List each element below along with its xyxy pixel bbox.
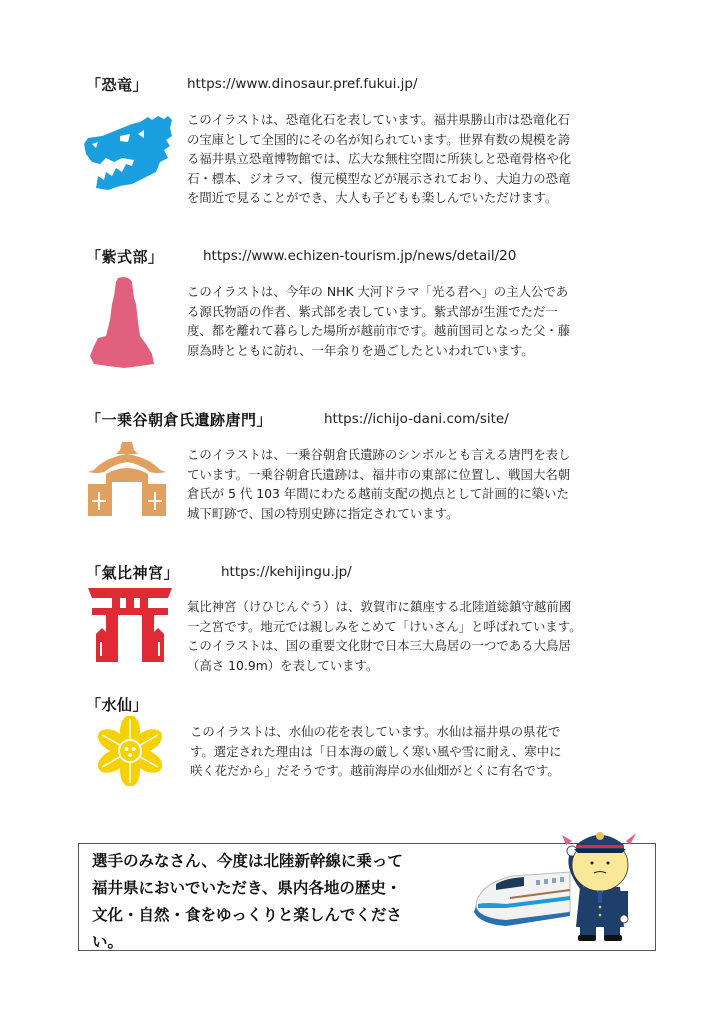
description-line: 倉氏が 5 代 103 年間にわたる越前支配の拠点として計画的に築いた [187,486,569,501]
section-heading-dinosaur: 「恐竜」 [86,76,149,94]
description-line: す。選定された理由は「日本海の厳しく寒い風や雪に耐え、寒中に [190,743,562,759]
section-heading-karamon: 「一乗谷朝倉氏遺跡唐門」 [86,411,273,429]
description-line: 度、都を離れて暮らした場所が越前市です。越前国司となった父・藤 [187,323,571,338]
section-heading-murasaki: 「紫式部」 [86,248,164,266]
description-line: このイラストは、国の重要文化財で日本三大鳥居の一つである大鳥居 [187,638,571,653]
description-line: 石・標本、ジオラマ、復元模型などが展示されており、大迫力の恐竜 [187,170,571,186]
dinosaur-skull-icon [82,114,174,192]
section-link-karamon[interactable]: https://ichijo-dani.com/site/ [324,411,509,427]
section-description-murasaki [187,282,570,360]
description-line: 原為時とともに訪れ、一年余りを過ごしたといわれています。 [187,342,534,358]
description-line: このイラストは、今年の NHK 大河ドラマ「光る君へ」の主人公であ [187,284,569,299]
section-link-kehi-jingu[interactable]: https://kehijingu.jp/ [221,564,352,580]
shinkansen-train-icon [466,860,572,934]
description-line: の宝庫として全国的にその名が知られています。世界有数の規模を誇 [187,131,571,147]
message-line: 選手のみなさん、今度は北陸新幹線に乗って [92,852,403,870]
section-description-karamon [187,445,570,523]
description-line: を間近で見ることができ、大人も子どもも楽しんでいただけます。 [187,190,558,205]
description-line: る源氏物語の作者、紫式部を表しています。紫式部が生涯でただ一 [187,303,558,319]
message-line: 文化・自然・食をゆっくりと楽しんでくださ [92,906,402,924]
description-line: 城下町跡で、国の特別史跡に指定されています。 [187,505,459,521]
description-line: ています。一乗谷朝倉氏遺跡は、福井市の東部に位置し、戦国大名朝 [187,466,571,482]
description-line: 咲く花だから」だそうです。越前海岸の水仙畑がとくに有名です。 [190,763,560,778]
description-line: このイラストは、恐竜化石を表しています。福井県勝山市は恐竜化石 [187,112,570,127]
section-description-kehi-jingu [187,597,582,675]
section-heading-kehi-jingu: 「氣比神宮」 [86,564,180,582]
karamon-gate-icon [84,440,170,516]
description-line: このイラストは、一乗谷朝倉氏遺跡のシンボルとも言える唐門を表し [187,447,571,462]
description-line: 氣比神宮（けひじんぐう）は、敦賀市に鎮座する北陸道総鎮守越前國 [187,599,572,614]
section-link-murasaki[interactable]: https://www.echizen-tourism.jp/news/detail/20 [203,248,517,264]
section-link-dinosaur[interactable]: https://www.dinosaur.pref.fukui.jp/ [187,76,418,92]
section-heading-suisen: 「水仙」 [86,696,149,714]
description-line: る福井県立恐竜博物館では、広大な無柱空間に所狭しと恐竜骨格や化 [187,151,572,166]
murasaki-shikibu-silhouette-icon [88,276,160,370]
message-line: い。 [92,933,124,951]
description-line: （高さ 10.9m）を表しています。 [187,657,379,673]
torii-gate-icon [88,586,172,662]
narcissus-flower-icon [96,716,164,786]
description-line: 一之宮です。地元では親しみをこめて「けいさん」と呼ばれています。 [187,618,582,634]
message-line: 福井県においでいただき、県内各地の歴史・ [92,879,402,897]
message-text [92,848,403,956]
section-description-dinosaur [187,110,571,208]
description-line: このイラストは、水仙の花を表しています。水仙は福井県の県花で [190,724,561,739]
station-master-mascot-icon [560,823,640,947]
section-description-suisen [190,722,561,781]
